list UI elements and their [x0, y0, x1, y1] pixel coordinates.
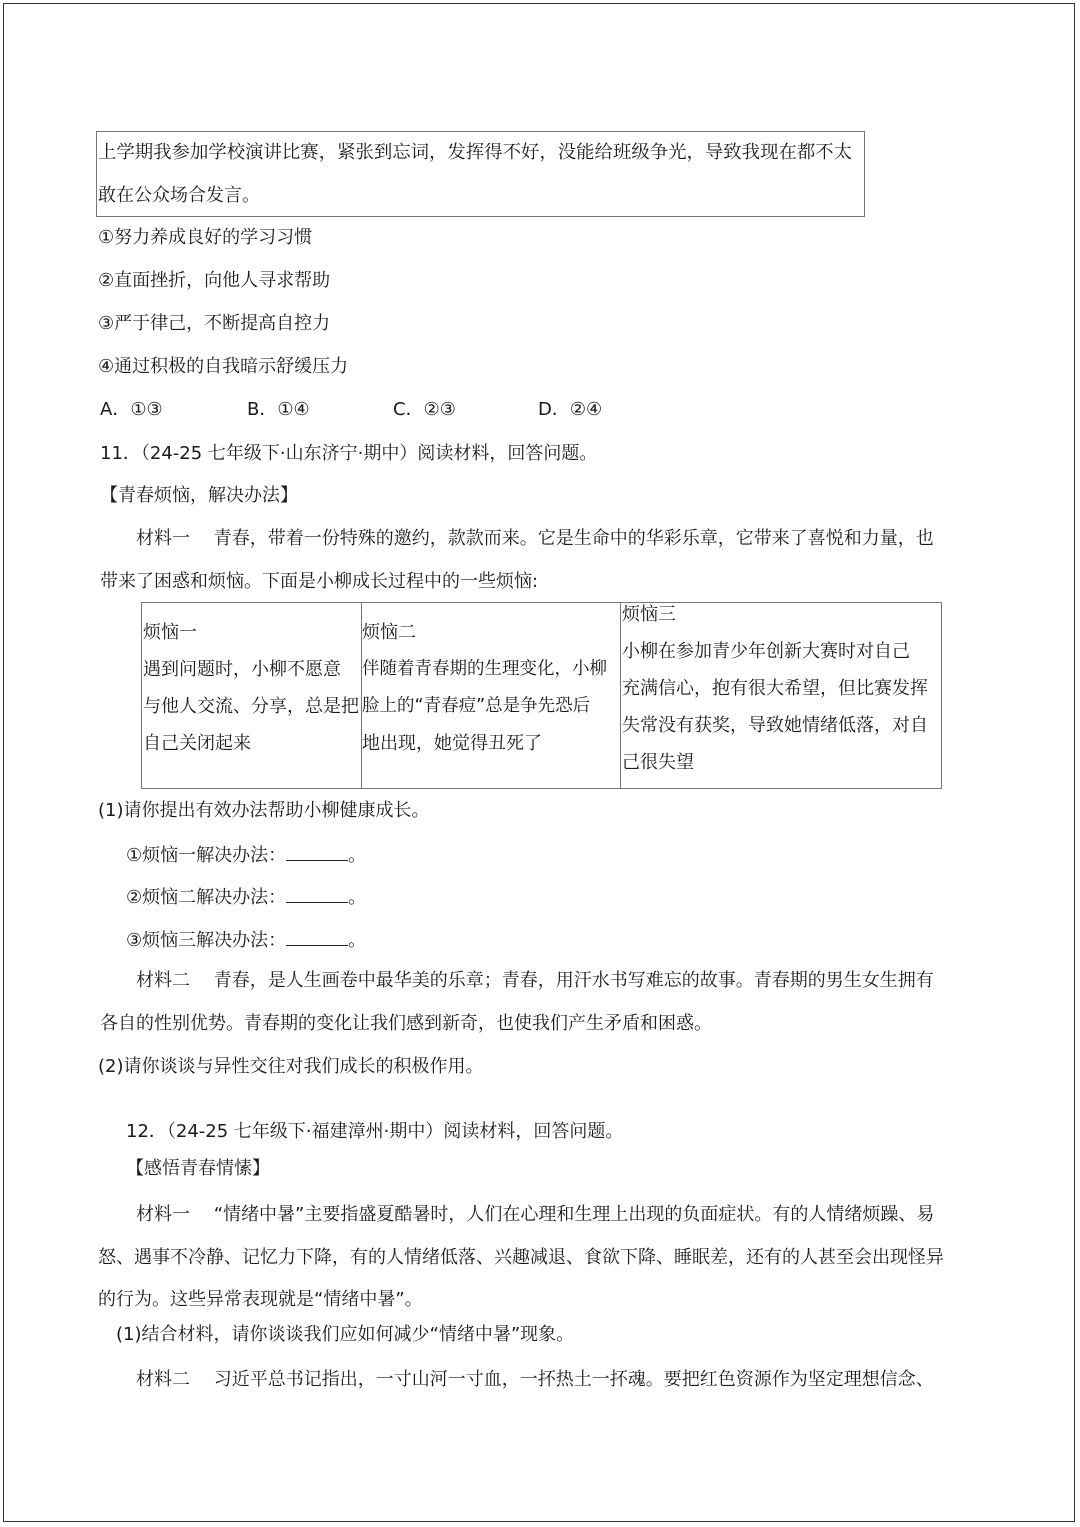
answer-blank[interactable] [286, 927, 348, 946]
q12-subtitle: 【感悟青春情愫】 [126, 1158, 270, 1179]
trouble-1-line: 遇到问题时，小柳不愿意 [143, 659, 341, 680]
q11-material1-line-1: 材料一 青春，带着一份特殊的邀约，款款而来。它是生命中的华彩乐章，它带来了喜悦和力量，也 [136, 528, 934, 549]
q11-material2-line-1: 材料二 青春，是人生画卷中最华美的乐章；青春，用汗水书写难忘的故事。青春期的男生女生拥有 [136, 970, 934, 991]
q12-header: 12．（24-25 七年级下·福建漳州·期中）阅读材料，回答问题。 [126, 1121, 624, 1142]
answer-blank[interactable] [286, 884, 348, 903]
solution-2-row [126, 884, 366, 910]
q10-choice-a: A．①③ [100, 399, 163, 420]
trouble-3-line: 小柳在参加青少年创新大赛时对自己 [622, 641, 910, 662]
q12-material2-line-1: 材料二 习近平总书记指出，一寸山河一寸血，一抔热土一抔魂。要把红色资源作为坚定理想信念、 [136, 1369, 934, 1390]
q10-choice-d: D．②④ [538, 399, 603, 420]
trouble-2-line: 地出现，她觉得丑死了 [362, 733, 542, 754]
q12-material1-line-3: 的行为。这些异常表现就是“情绪中暑”。 [98, 1289, 423, 1310]
q11-subquestion-2: (2)请你谈谈与异性交往对我们成长的积极作用。 [98, 1056, 484, 1077]
box-text-line-2: 敢在公众场合发言。 [98, 185, 260, 206]
q11-header: 11．（24-25 七年级下·山东济宁·期中）阅读材料，回答问题。 [100, 443, 598, 464]
period: 。 [348, 930, 367, 951]
trouble-3-line: 充满信心，抱有很大希望，但比赛发挥 [622, 678, 928, 699]
box-text-line-1: 上学期我参加学校演讲比赛，紧张到忘词，发挥得不好，没能给班级争光，导致我现在都不太 [98, 142, 853, 163]
trouble-3-line: 己很失望 [622, 752, 694, 773]
q10-option-3: ③严于律己，不断提高自控力 [98, 313, 331, 334]
period: 。 [348, 845, 367, 866]
trouble-2-line: 伴随着青春期的生理变化，小柳 [362, 659, 607, 679]
q10-option-2: ②直面挫折，向他人寻求帮助 [98, 270, 331, 291]
q12-material1-line-2: 怒、遇事不冷静、记忆力下降，有的人情绪低落、兴趣减退、食欲下降、睡眠差，还有的人甚至会出现怪异 [98, 1247, 944, 1268]
solution-2-label: ②烦恼二解决办法： [126, 887, 287, 908]
q12-subquestion-1: (1)结合材料，请你谈谈我们应如何减少“情绪中暑”现象。 [116, 1324, 575, 1345]
solution-1-row [126, 842, 366, 868]
answer-blank[interactable] [286, 842, 348, 861]
trouble-1-title: 烦恼一 [143, 622, 197, 643]
q10-choice-c: C．②③ [393, 399, 456, 420]
trouble-3-line: 失常没有获奖，导致她情绪低落，对自 [622, 715, 928, 736]
solution-1-label: ①烦恼一解决办法： [126, 845, 287, 866]
trouble-2-title: 烦恼二 [362, 622, 416, 643]
trouble-3-title: 烦恼三 [622, 604, 676, 625]
solution-3-row [126, 927, 366, 953]
trouble-2-line: 脸上的“青春痘”总是争先恐后 [362, 696, 591, 716]
q10-choice-b: B．①④ [247, 399, 310, 420]
trouble-1-line: 与他人交流、分享，总是把 [143, 696, 359, 717]
q11-subtitle: 【青春烦恼，解决办法】 [100, 485, 298, 506]
q11-material2-line-2: 各自的性别优势。青春期的变化让我们感到新奇，也使我们产生矛盾和困惑。 [100, 1013, 712, 1034]
q10-option-4: ④通过积极的自我暗示舒缓压力 [98, 356, 349, 377]
period: 。 [348, 887, 367, 908]
q11-subquestion-1: (1)请你提出有效办法帮助小柳健康成长。 [98, 800, 430, 821]
q12-material1-line-1: 材料一 “情绪中暑”主要指盛夏酷暑时，人们在心理和生理上出现的负面症状。有的人情绪烦躁、易 [136, 1204, 935, 1225]
solution-3-label: ③烦恼三解决办法： [126, 930, 287, 951]
q10-option-1: ①努力养成良好的学习习惯 [98, 227, 313, 248]
q11-material1-line-2: 带来了困惑和烦恼。下面是小柳成长过程中的一些烦恼: [100, 571, 539, 592]
trouble-1-line: 自己关闭起来 [143, 733, 251, 754]
